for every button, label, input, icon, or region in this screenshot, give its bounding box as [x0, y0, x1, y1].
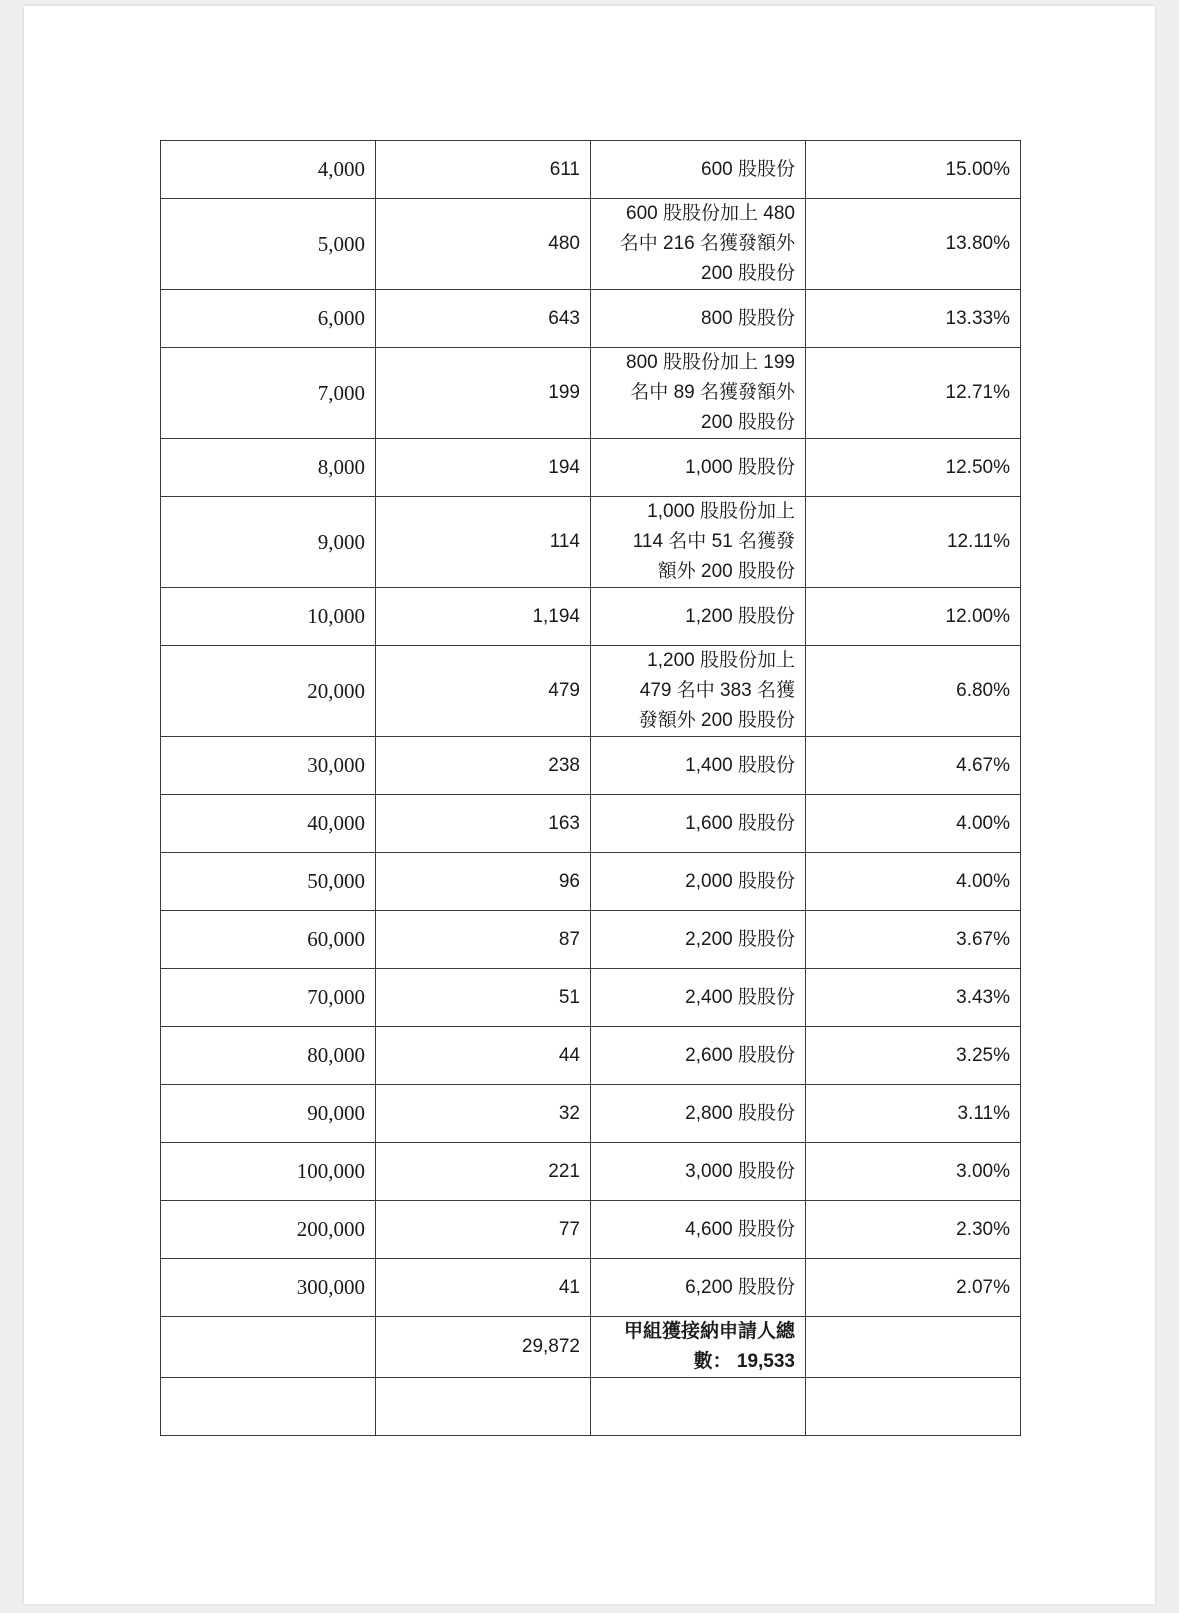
- valid-applications-cell: 163: [376, 795, 591, 853]
- shares-applied-cell: 50,000: [161, 853, 376, 911]
- allotment-percentage-cell: 3.25%: [806, 1027, 1021, 1085]
- valid-applications-cell: 77: [376, 1201, 591, 1259]
- shares-applied-cell: 8,000: [161, 439, 376, 497]
- shares-applied-cell: 5,000: [161, 199, 376, 290]
- document-page: [24, 6, 1155, 1604]
- table-row: [161, 1027, 1021, 1085]
- allotment-percentage-cell: 4.00%: [806, 853, 1021, 911]
- valid-applications-cell: 32: [376, 1085, 591, 1143]
- shares-applied-cell: 7,000: [161, 348, 376, 439]
- allotment-percentage-cell: 4.67%: [806, 737, 1021, 795]
- allotment-basis-cell: [591, 646, 806, 737]
- valid-applications-cell: 51: [376, 969, 591, 1027]
- total-applications-cell: 29,872: [376, 1317, 591, 1378]
- shares-applied-cell: 300,000: [161, 1259, 376, 1317]
- valid-applications-cell: 238: [376, 737, 591, 795]
- allotment-basis-cell: 6,200 股股份: [591, 1259, 806, 1317]
- shares-applied-cell: 60,000: [161, 911, 376, 969]
- shares-applied-cell: 40,000: [161, 795, 376, 853]
- empty-cell: [161, 1317, 376, 1378]
- total-label-line: 甲組獲接納申請人總: [623, 1321, 795, 1342]
- allotment-basis-cell: [591, 348, 806, 439]
- allotment-percentage-cell: 12.50%: [806, 439, 1021, 497]
- basis-line: 名中 216 名獲發額外: [619, 233, 795, 254]
- allotment-percentage-cell: 12.00%: [806, 588, 1021, 646]
- shares-applied-cell: 200,000: [161, 1201, 376, 1259]
- basis-line: 1,000 股股份加上: [647, 501, 795, 522]
- allotment-percentage-cell: 12.11%: [806, 497, 1021, 588]
- allotment-percentage-cell: 2.07%: [806, 1259, 1021, 1317]
- table-row: [161, 348, 1021, 439]
- allotment-basis-cell: 1,000 股股份: [591, 439, 806, 497]
- allotment-basis-cell: 1,200 股股份: [591, 588, 806, 646]
- table-row: [161, 439, 1021, 497]
- basis-line: 1,200 股股份加上: [647, 650, 795, 671]
- allocation-table: [160, 140, 1021, 1436]
- allotment-percentage-cell: 12.71%: [806, 348, 1021, 439]
- allotment-basis-cell: 1,400 股股份: [591, 737, 806, 795]
- valid-applications-cell: 87: [376, 911, 591, 969]
- allotment-basis-cell: 800 股股份: [591, 290, 806, 348]
- table-row: [161, 795, 1021, 853]
- allotment-percentage-cell: 13.80%: [806, 199, 1021, 290]
- table-row: [161, 199, 1021, 290]
- shares-applied-cell: 80,000: [161, 1027, 376, 1085]
- table-row: [161, 853, 1021, 911]
- valid-applications-cell: 199: [376, 348, 591, 439]
- empty-cell: [806, 1317, 1021, 1378]
- valid-applications-cell: 221: [376, 1143, 591, 1201]
- allotment-percentage-cell: 3.00%: [806, 1143, 1021, 1201]
- valid-applications-cell: 114: [376, 497, 591, 588]
- shares-applied-cell: 20,000: [161, 646, 376, 737]
- table-row: [161, 1143, 1021, 1201]
- allotment-basis-cell: 2,800 股股份: [591, 1085, 806, 1143]
- allotment-basis-cell: 2,200 股股份: [591, 911, 806, 969]
- table-row: [161, 911, 1021, 969]
- total-label-line: 數： 19,533: [693, 1351, 795, 1372]
- valid-applications-cell: 1,194: [376, 588, 591, 646]
- allotment-percentage-cell: 13.33%: [806, 290, 1021, 348]
- basis-line: 200 股股份: [701, 412, 795, 433]
- basis-line: 200 股股份: [701, 263, 795, 284]
- basis-line: 發額外 200 股股份: [638, 710, 795, 731]
- valid-applications-cell: 611: [376, 141, 591, 199]
- allotment-basis-cell: 1,600 股股份: [591, 795, 806, 853]
- valid-applications-cell: 194: [376, 439, 591, 497]
- valid-applications-cell: 480: [376, 199, 591, 290]
- total-row: [161, 1317, 1021, 1378]
- shares-applied-cell: 4,000: [161, 141, 376, 199]
- shares-applied-cell: 100,000: [161, 1143, 376, 1201]
- total-accepted-applicants-cell: [591, 1317, 806, 1378]
- allotment-basis-cell: 4,600 股股份: [591, 1201, 806, 1259]
- basis-line: 名中 89 名獲發額外: [630, 382, 795, 403]
- shares-applied-cell: 30,000: [161, 737, 376, 795]
- basis-line: 600 股股份加上 480: [626, 203, 795, 224]
- shares-applied-cell: 10,000: [161, 588, 376, 646]
- table-row: [161, 737, 1021, 795]
- shares-applied-cell: 90,000: [161, 1085, 376, 1143]
- empty-row: [161, 1378, 1021, 1436]
- table-row: [161, 290, 1021, 348]
- table-row: [161, 588, 1021, 646]
- allotment-basis-cell: 600 股股份: [591, 141, 806, 199]
- empty-cell: [591, 1378, 806, 1436]
- basis-line: 479 名中 383 名獲: [639, 680, 795, 701]
- empty-cell: [376, 1378, 591, 1436]
- basis-line: 800 股股份加上 199: [626, 352, 795, 373]
- basis-line: 額外 200 股股份: [657, 561, 795, 582]
- allotment-percentage-cell: 3.67%: [806, 911, 1021, 969]
- allotment-percentage-cell: 15.00%: [806, 141, 1021, 199]
- valid-applications-cell: 44: [376, 1027, 591, 1085]
- basis-line: 114 名中 51 名獲發: [632, 531, 795, 552]
- valid-applications-cell: 41: [376, 1259, 591, 1317]
- table-row: [161, 969, 1021, 1027]
- allotment-basis-cell: 3,000 股股份: [591, 1143, 806, 1201]
- allotment-percentage-cell: 6.80%: [806, 646, 1021, 737]
- allotment-percentage-cell: 3.43%: [806, 969, 1021, 1027]
- table-row: [161, 1085, 1021, 1143]
- allotment-basis-cell: [591, 199, 806, 290]
- allotment-percentage-cell: 2.30%: [806, 1201, 1021, 1259]
- empty-cell: [806, 1378, 1021, 1436]
- empty-cell: [161, 1378, 376, 1436]
- allotment-basis-cell: 2,000 股股份: [591, 853, 806, 911]
- table-row: [161, 497, 1021, 588]
- table-row: [161, 1259, 1021, 1317]
- shares-applied-cell: 9,000: [161, 497, 376, 588]
- table-row: [161, 646, 1021, 737]
- table-row: [161, 141, 1021, 199]
- valid-applications-cell: 96: [376, 853, 591, 911]
- allotment-percentage-cell: 3.11%: [806, 1085, 1021, 1143]
- shares-applied-cell: 70,000: [161, 969, 376, 1027]
- allotment-basis-cell: [591, 497, 806, 588]
- allotment-percentage-cell: 4.00%: [806, 795, 1021, 853]
- allotment-basis-cell: 2,400 股股份: [591, 969, 806, 1027]
- valid-applications-cell: 643: [376, 290, 591, 348]
- allotment-basis-cell: 2,600 股股份: [591, 1027, 806, 1085]
- shares-applied-cell: 6,000: [161, 290, 376, 348]
- valid-applications-cell: 479: [376, 646, 591, 737]
- table-row: [161, 1201, 1021, 1259]
